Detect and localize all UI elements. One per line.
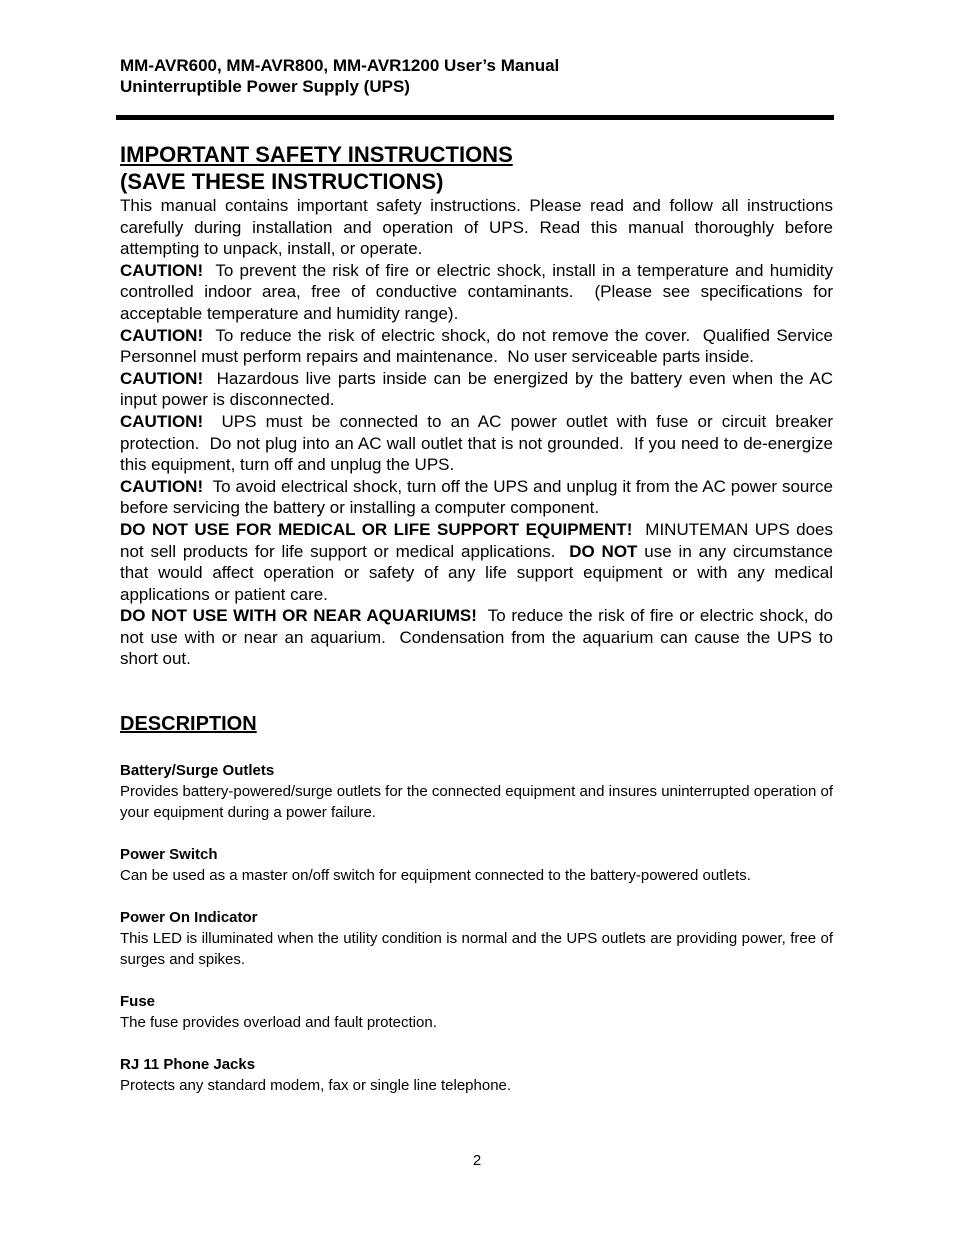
aquarium-warning xyxy=(120,605,838,670)
item-text: Provides battery-powered/surge outlets for the connected equipment and insures uninterrupted operation of your equipment during a power failure. xyxy=(120,783,833,821)
header-subtitle: Uninterruptible Power Supply (UPS) xyxy=(120,77,410,96)
item-text: This LED is illuminated when the utility condition is normal and the UPS outlets are providing power, free of surges and spikes. xyxy=(120,930,833,968)
caution-label: CAUTION! xyxy=(120,368,204,388)
caution-text: To reduce the risk of electric shock, do not remove the cover. Qualified Service Personnel must perform repairs and maintenance. No user serviceable parts inside. xyxy=(120,325,838,367)
caution-paragraph xyxy=(120,411,838,476)
item-heading: Battery/Surge Outlets xyxy=(120,762,275,779)
header-title: MM-AVR600, MM-AVR800, MM-AVR1200 User’s Manual xyxy=(120,56,560,75)
caution-paragraph xyxy=(120,368,838,411)
caution-label: CAUTION! xyxy=(120,476,204,496)
description-item xyxy=(120,991,833,1033)
page-number: 2 xyxy=(472,1152,482,1169)
header-rule xyxy=(116,115,834,120)
description-item xyxy=(120,760,833,823)
caution-text: To prevent the risk of fire or electric shock, install in a temperature and humidity controlled indoor area, free of conductive contaminants. (Please see specifications for acceptable temperature and humidity range). xyxy=(120,260,838,323)
description-item xyxy=(120,1054,833,1096)
aquarium-label: DO NOT USE WITH OR NEAR AQUARIUMS! xyxy=(120,606,477,626)
item-heading: Power On Indicator xyxy=(120,909,258,926)
safety-section xyxy=(120,141,838,670)
description-section xyxy=(120,711,833,1117)
document-header xyxy=(120,55,833,97)
safety-title: IMPORTANT SAFETY INSTRUCTIONS xyxy=(120,142,513,167)
aquarium-text: To reduce the risk of fire or electric shock, do not use with or near an aquarium. Condensation from the aquarium can cause the UPS to short out. xyxy=(120,606,838,669)
medical-warning xyxy=(120,519,838,605)
item-heading: RJ 11 Phone Jacks xyxy=(120,1056,256,1073)
item-heading: Fuse xyxy=(120,993,156,1010)
caution-paragraph xyxy=(120,325,838,368)
caution-label: CAUTION! xyxy=(120,411,204,431)
medical-text: MINUTEMAN UPS does not sell products for life support or medical applications. xyxy=(120,519,838,561)
medical-emphasis: DO NOT xyxy=(569,541,638,561)
description-title: DESCRIPTION xyxy=(120,713,257,735)
medical-label: DO NOT USE FOR MEDICAL OR LIFE SUPPORT EQUIPMENT! xyxy=(120,519,633,539)
caution-label: CAUTION! xyxy=(120,325,204,345)
item-text: The fuse provides overload and fault protection. xyxy=(120,1014,437,1031)
caution-text: UPS must be connected to an AC power outlet with fuse or circuit breaker protection. Do not plug into an AC wall outlet that is not grounded. If you need to de-energize this equipment, turn off and unplug the UPS. xyxy=(120,411,838,475)
item-heading: Power Switch xyxy=(120,846,218,863)
description-item xyxy=(120,844,833,886)
caution-paragraph xyxy=(120,476,838,519)
item-text: Protects any standard modem, fax or single line telephone. xyxy=(120,1077,512,1094)
caution-label: CAUTION! xyxy=(120,260,204,280)
description-item xyxy=(120,907,833,970)
safety-subtitle: (SAVE THESE INSTRUCTIONS) xyxy=(120,169,444,194)
caution-paragraph xyxy=(120,260,838,325)
item-text: Can be used as a master on/off switch for equipment connected to the battery-powered outlets. xyxy=(120,867,751,884)
medical-text-end: use in any circumstance that would affect operation or safety of any life support equipment or with any medical applications or patient care. xyxy=(120,541,838,604)
safety-intro: This manual contains important safety instructions. Please read and follow all instructions carefully during installation and operation of UPS. Read this manual thoroughly before attempting to unpack, install, or operate. xyxy=(120,196,833,259)
caution-text: Hazardous live parts inside can be energized by the battery even when the AC input power is disconnected. xyxy=(120,368,838,410)
caution-text: To avoid electrical shock, turn off the UPS and unplug it from the AC power source before servicing the battery or installing a computer component. xyxy=(120,476,838,518)
